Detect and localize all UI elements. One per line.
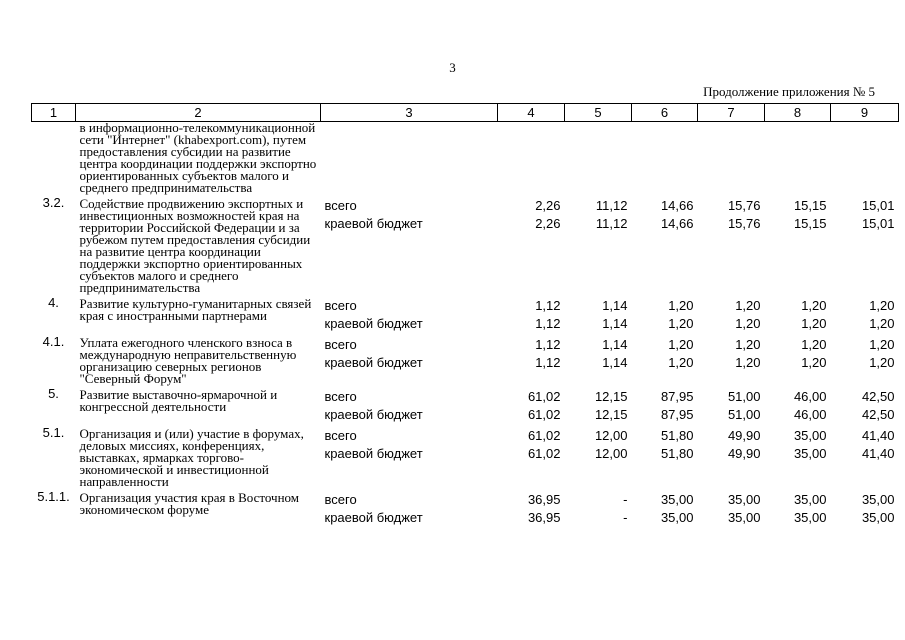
value: 1,14 <box>602 298 628 313</box>
table-row <box>32 488 899 527</box>
funding-source: краевой бюджет <box>324 316 423 331</box>
program-table <box>31 103 899 527</box>
funding-source: краевой бюджет <box>324 407 423 422</box>
row-number: 5. <box>48 386 59 401</box>
value: 1,20 <box>801 316 827 331</box>
value: 35,00 <box>861 492 895 507</box>
row-title: Организация и (или) участие в форумах, деловых миссиях, конференциях, выставках, ярмарках торгово-экономической и инвестиционной направленности <box>79 426 304 489</box>
value: 36,95 <box>527 492 561 507</box>
row-title: Уплата ежегодного членского взноса в международную неправительственную организацию северных регионов "Северный Форум" <box>79 335 297 386</box>
value: 1,20 <box>735 316 761 331</box>
value-cell-col-5 <box>565 294 632 333</box>
value: 42,50 <box>861 407 895 422</box>
funding-source: всего <box>324 298 357 313</box>
value-cell-col-4 <box>498 333 565 385</box>
value: 1,12 <box>535 337 561 352</box>
column-header-2: 2 <box>76 104 321 122</box>
value: 11,12 <box>595 216 628 231</box>
value: 1,20 <box>668 298 694 313</box>
column-header-4: 4 <box>498 104 565 122</box>
value: 11,12 <box>595 198 628 213</box>
value-cell-col-8 <box>765 424 831 488</box>
value: 12,15 <box>594 389 628 404</box>
funding-source: всего <box>324 198 357 213</box>
column-header-8: 8 <box>765 104 831 122</box>
row-title: в информационно-телекоммуникационной сети "Интернет" (khabexport.com), путем предоставления субсидии на развитие центра координации поддержки экспортно ориентированных субъектов малого и среднего предпринимательства <box>79 120 317 195</box>
value-cell-col-6 <box>632 385 698 424</box>
value-cell-col-9 <box>831 294 899 333</box>
value: 1,20 <box>869 355 895 370</box>
funding-source-cell <box>321 294 498 333</box>
value: 51,80 <box>660 428 694 443</box>
value: 35,00 <box>727 492 761 507</box>
value: 51,80 <box>660 446 694 461</box>
value-cell-col-6 <box>632 333 698 385</box>
value-cell-col-5 <box>565 333 632 385</box>
value: 1,12 <box>535 355 561 370</box>
value: 49,90 <box>727 428 761 443</box>
value-cell-col-4 <box>498 488 565 527</box>
row-title: Организация участия края в Восточном экономическом форуме <box>79 490 300 517</box>
funding-source-cell <box>321 333 498 385</box>
column-header-1: 1 <box>32 104 76 122</box>
value-cell-col-9 <box>831 194 899 294</box>
value: 2,26 <box>535 216 561 231</box>
value: 42,50 <box>861 389 895 404</box>
value-cell-col-5 <box>565 424 632 488</box>
value-cell-col-4 <box>498 424 565 488</box>
value: 1,20 <box>735 298 761 313</box>
funding-source: всего <box>324 389 357 404</box>
value: 1,20 <box>735 337 761 352</box>
value-cell-col-5 <box>565 122 632 195</box>
value: 1,14 <box>602 316 628 331</box>
value: 35,00 <box>660 510 694 525</box>
value-cell-col-9 <box>831 333 899 385</box>
table-row <box>32 385 899 424</box>
value: 35,00 <box>793 492 827 507</box>
funding-source-cell <box>321 122 498 195</box>
value-cell-col-4 <box>498 385 565 424</box>
value: 1,20 <box>869 316 895 331</box>
value: 1,20 <box>668 337 694 352</box>
value: 1,20 <box>869 337 895 352</box>
value: 35,00 <box>660 492 694 507</box>
value-cell-col-9 <box>831 385 899 424</box>
value-cell-col-7 <box>698 294 765 333</box>
value-cell-col-6 <box>632 122 698 195</box>
value: 87,95 <box>660 407 694 422</box>
table-row <box>32 294 899 333</box>
value: 1,14 <box>602 355 628 370</box>
row-number: 4.1. <box>42 334 65 349</box>
row-number: 4. <box>48 295 59 310</box>
row-number: 3.2. <box>42 195 65 210</box>
funding-source: краевой бюджет <box>324 446 423 461</box>
value: 61,02 <box>527 389 561 404</box>
table-row <box>32 333 899 385</box>
value: 1,20 <box>869 298 895 313</box>
value-cell-col-9 <box>831 488 899 527</box>
value-cell-col-7 <box>698 194 765 294</box>
value: 36,95 <box>527 510 561 525</box>
value: 35,00 <box>727 510 761 525</box>
value: 1,20 <box>668 316 694 331</box>
row-number: 5.1.1. <box>37 489 70 504</box>
header-row <box>32 104 899 122</box>
column-header-3: 3 <box>321 104 498 122</box>
value: 46,00 <box>793 407 827 422</box>
value-cell-col-6 <box>632 488 698 527</box>
value: 14,66 <box>660 198 694 213</box>
value: - <box>623 492 628 507</box>
value-cell-col-8 <box>765 385 831 424</box>
funding-source: краевой бюджет <box>324 216 423 231</box>
value-cell-col-4 <box>498 194 565 294</box>
value: 15,15 <box>793 198 827 213</box>
value-cell-col-8 <box>765 194 831 294</box>
column-header-9: 9 <box>831 104 899 122</box>
value-cell-col-9 <box>831 424 899 488</box>
value: 15,01 <box>861 198 895 213</box>
row-title: Развитие культурно-гуманитарных связей края с иностранными партнерами <box>79 296 312 323</box>
value: 46,00 <box>793 389 827 404</box>
funding-source-cell <box>321 385 498 424</box>
value-cell-col-8 <box>765 333 831 385</box>
value-cell-col-5 <box>565 488 632 527</box>
value-cell-col-7 <box>698 424 765 488</box>
value: 1,20 <box>801 298 827 313</box>
value-cell-col-6 <box>632 294 698 333</box>
funding-source: краевой бюджет <box>324 510 423 525</box>
value: 15,76 <box>727 216 761 231</box>
column-header-7: 7 <box>698 104 765 122</box>
value-cell-col-8 <box>765 294 831 333</box>
funding-source-cell <box>321 424 498 488</box>
column-header-5: 5 <box>565 104 632 122</box>
value: 2,26 <box>535 198 561 213</box>
table-row <box>32 424 899 488</box>
value: 35,00 <box>861 510 895 525</box>
table-row <box>32 122 899 195</box>
value: 51,00 <box>727 389 761 404</box>
value-cell-col-4 <box>498 122 565 195</box>
value: 61,02 <box>527 428 561 443</box>
value: 1,20 <box>801 355 827 370</box>
value-cell-col-7 <box>698 333 765 385</box>
table-body <box>32 122 899 528</box>
value: 35,00 <box>793 510 827 525</box>
value: 1,12 <box>535 316 561 331</box>
value: 35,00 <box>793 446 827 461</box>
value: 1,20 <box>801 337 827 352</box>
continuation-note: Продолжение приложения № 5 <box>703 84 875 99</box>
value: 1,14 <box>602 337 628 352</box>
row-title: Содействие продвижению экспортных и инвестиционных возможностей края на территории Российской Федерации и за рубежом путем предоставления субсидии на развитие центра координации поддержки экспортно ориентированных субъектов малого и среднего предпринимательства <box>79 196 311 295</box>
value-cell-col-5 <box>565 194 632 294</box>
funding-source: всего <box>324 492 357 507</box>
page-number: 3 <box>449 60 456 75</box>
value: 35,00 <box>793 428 827 443</box>
row-title: Развитие выставочно-ярмарочной и конгрессной деятельности <box>79 387 278 414</box>
value-cell-col-6 <box>632 194 698 294</box>
value-cell-col-7 <box>698 488 765 527</box>
value-cell-col-8 <box>765 488 831 527</box>
value: 61,02 <box>527 407 561 422</box>
value-cell-col-6 <box>632 424 698 488</box>
value: 41,40 <box>861 446 895 461</box>
value: 51,00 <box>727 407 761 422</box>
value-cell-col-4 <box>498 294 565 333</box>
value: 15,01 <box>861 216 895 231</box>
value-cell-col-7 <box>698 122 765 195</box>
value: 12,00 <box>594 446 628 461</box>
value: 12,15 <box>594 407 628 422</box>
value: 1,20 <box>668 355 694 370</box>
column-header-6: 6 <box>632 104 698 122</box>
value: 87,95 <box>660 389 694 404</box>
row-number <box>32 122 76 195</box>
funding-source-cell <box>321 488 498 527</box>
value: 49,90 <box>727 446 761 461</box>
value: - <box>623 510 628 525</box>
value-cell-col-5 <box>565 385 632 424</box>
funding-source: всего <box>324 337 357 352</box>
value: 12,00 <box>594 428 628 443</box>
value: 14,66 <box>660 216 694 231</box>
value: 1,20 <box>735 355 761 370</box>
value: 15,76 <box>727 198 761 213</box>
value-cell-col-7 <box>698 385 765 424</box>
value: 41,40 <box>861 428 895 443</box>
value-cell-col-9 <box>831 122 899 195</box>
table-row <box>32 194 899 294</box>
funding-source: краевой бюджет <box>324 355 423 370</box>
value: 1,12 <box>535 298 561 313</box>
value: 61,02 <box>527 446 561 461</box>
row-number: 5.1. <box>42 425 65 440</box>
value: 15,15 <box>793 216 827 231</box>
funding-source: всего <box>324 428 357 443</box>
value-cell-col-8 <box>765 122 831 195</box>
funding-source-cell <box>321 194 498 294</box>
